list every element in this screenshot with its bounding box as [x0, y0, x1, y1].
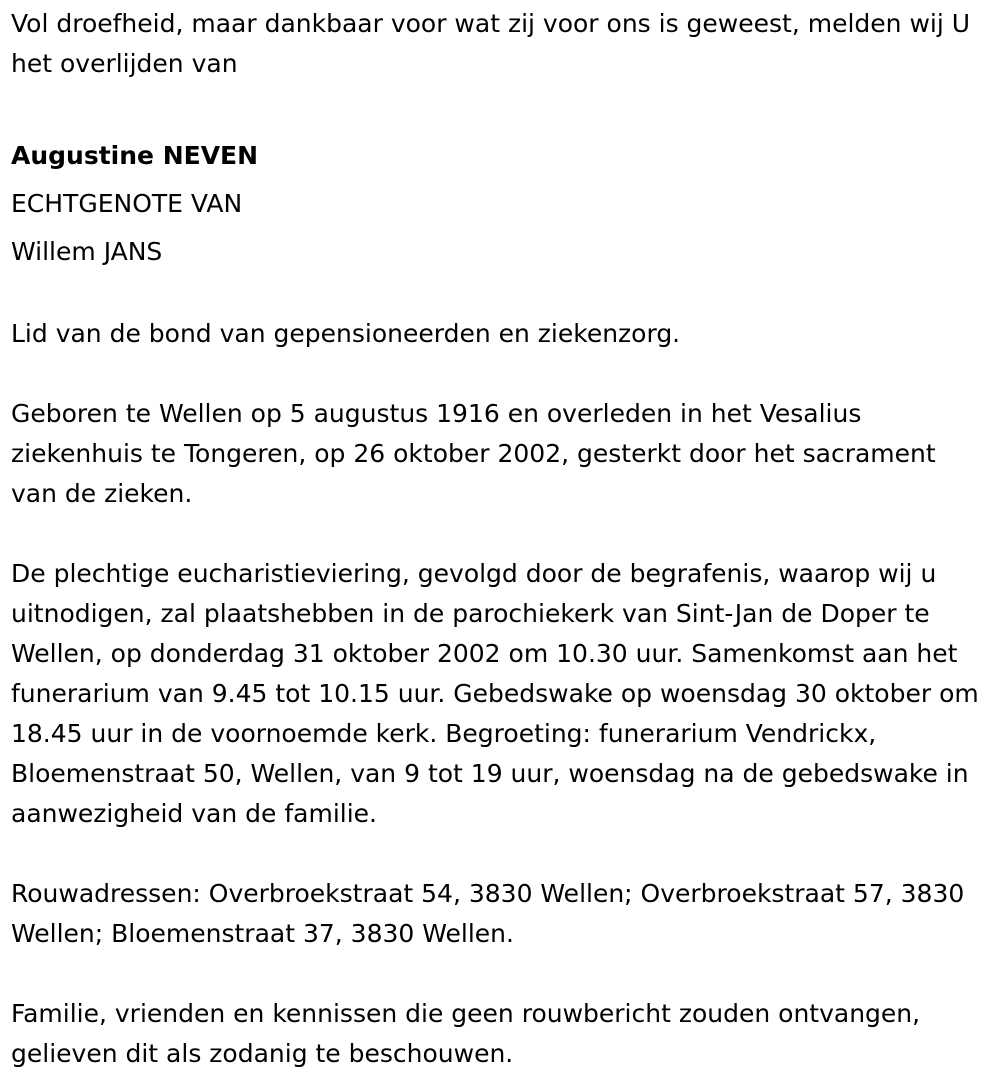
membership-text: Lid van de bond van gepensioneerden en ziekenzorg.	[11, 319, 681, 348]
deceased-name: Augustine NEVEN	[11, 141, 259, 170]
name-block	[11, 132, 986, 276]
spouse-name: Willem JANS	[11, 237, 163, 266]
ceremony-text: De plechtige eucharistieviering, gevolgd door de begrafenis, waarop wij u uitnodigen, zal plaatshebben in de parochiekerk van Sint-Jan de Doper te Wellen, op donderdag 31 oktober 2002 om 10.30 uur. Samenkomst aan het funerarium van 9.45 tot 10.15 uur. Gebedswake op woensdag 30 oktober om 18.45 uur in de voornoemde kerk. Begroeting: funerarium Vendrickx, Bloemenstraat 50, Wellen, van 9 tot 19 uur, woensdag na de gebedswake in aanwezigheid van de familie.	[11, 559, 979, 828]
birth-death-text: Geboren te Wellen op 5 augustus 1916 en overleden in het Vesalius ziekenhuis te Tongeren, op 26 oktober 2002, gesterkt door het sacrament van de zieken.	[11, 399, 936, 508]
death-notice	[11, 4, 986, 1074]
intro-text: Vol droefheid, maar dankbaar voor wat zij voor ons is geweest, melden wij U het overlijden van	[11, 9, 971, 78]
relation-label: ECHTGENOTE VAN	[11, 189, 243, 218]
addresses-text: Rouwadressen: Overbroekstraat 54, 3830 Wellen; Overbroekstraat 57, 3830 Wellen; Bloemenstraat 37, 3830 Wellen.	[11, 879, 965, 948]
closing-text: Familie, vrienden en kennissen die geen rouwbericht zouden ontvangen, gelieven dit als zodanig te beschouwen.	[11, 999, 921, 1068]
